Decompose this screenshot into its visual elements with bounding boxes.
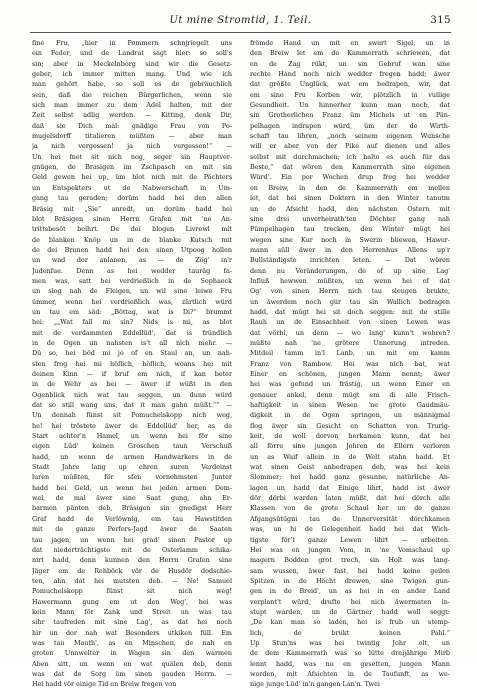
text-line: verplant't würd, drufte hei nich äwermaten in- — [250, 597, 450, 606]
text-line: gnügen, de Brasigen im Zschpasch en mit sin — [32, 163, 232, 172]
text-line: Graf hadd de Verlöwnig, em tau Hawstitden — [32, 514, 232, 523]
text-line: lagen un hadd dat Einige lihrt, hadd ist äwer — [250, 483, 450, 492]
text-line: un wad dor anlanen, as — de Zög' in'r — [32, 256, 232, 265]
text-line: Afgangsütügni tau de Unnerversität dörchkamen — [250, 514, 450, 523]
text-line: ümmer, wenn hei verdrießlich was, zärtlich würd — [32, 297, 232, 306]
text-line: Dü so, hei böd mi jo of en Staul an, un nah- — [32, 349, 232, 358]
text-line: he! hei tröstete äwer de Eddellüd' her, as de — [32, 421, 232, 430]
text-line: wegen sine Kur noch in Swerin bliewen, Hawer- — [250, 235, 450, 244]
text-line: un tau em säd: „Böttag, wat is Di?“ brummt — [32, 307, 232, 316]
text-line: in de Wehr as hei — äwer if wüßt in den — [32, 380, 232, 389]
text-line: Hei was en jungen Vom, in 'ne Vomschaul up — [250, 545, 450, 554]
text-line: dör dörbi warden laten müßt, dat hei dörch alle — [250, 494, 450, 503]
text-line: rechte Hand noch nich wedder fregen hadd; äwer — [250, 70, 450, 79]
text-line: sin Grotherlichen Franz üm Michels ut en Pän- — [250, 111, 450, 120]
text-line: Start achter'n Hamel, un wenn hei för sine — [32, 432, 232, 441]
text-line: pelhagen indrapen würd, üm der de Wirth- — [250, 121, 450, 130]
text-line: Aben sitt, un wenn en wat quälen deb, denn — [32, 659, 232, 668]
text-line: mit de verdammten Eddellüd', dat is fründlich — [32, 328, 232, 337]
text-line: selbst mit durchmachen; ich halte es auch für das — [250, 152, 450, 161]
text-line: tigste för't ganze Lewen lihrt — arbeiten. — [250, 535, 450, 544]
text-line: lennt hadd, was nu en gesetten, jungen Mann — [250, 659, 450, 668]
text-line: keit, de woll dorvon herkamen kunn, dat hei — [250, 432, 450, 441]
text-line: man gehört habe, so soll es de gebräuchlich — [32, 80, 232, 89]
text-line: Würd'. Ein por Wochen drup freg hei wedder — [250, 173, 450, 182]
text-line: Slommer; hei hadd ganz gesunne, natürliche An- — [250, 473, 450, 482]
text-line: dat vörbi, un denn — wo lang' kunn't wohren? — [250, 328, 450, 337]
text-line: Jäger em de Rehböck vör de Husdör dodschie- — [32, 566, 232, 575]
text-line: sihr taufreden mit sine Lag', as dat hei noch — [32, 618, 232, 627]
text-line: was tau Mauth', as en Minschen, de nah en — [32, 638, 232, 647]
text-line: sten frog hei mi höflich, höflich, woans hei mit — [32, 359, 232, 368]
text-line: Klassen von de grote Schaul her un de ganze — [250, 504, 450, 513]
text-line: sein, daß die reichen Bürgerlichen, wenn sie — [32, 90, 232, 99]
text-line: hei was gefund un frästig, un wenn Einer en — [250, 380, 450, 389]
text-line: dat so still wang uns, dat it man gahn müßt.““ — — [32, 401, 232, 410]
text-line: frömde Hand un mit en swart Sigel, un in — [250, 39, 450, 47]
text-line: un Entspekters ut de Nabwerschaft in Um- — [32, 183, 232, 192]
text-line: müßte nah 'ne grötere Unnerung intreden. — [250, 338, 450, 347]
text-line: wel, de mal äwer sine Saat gung, ahn Er- — [32, 494, 232, 503]
text-line: haftigkeit in sinen Wesen 'ne grote Gaudmäu- — [250, 401, 450, 410]
text-line: let, dat hei sinen Doktern in den Winter tanutm — [250, 194, 450, 203]
text-line: de blanken Knöp un in de blanke Kutsch mit — [32, 235, 232, 244]
text-line: Spitzen in de Höcht drewen, sine Twigen gun- — [250, 576, 450, 585]
text-line: Un hei fnet sit nich nog, seger sin Hauptver- — [32, 152, 232, 161]
text-line: all förre sine jungen Johren de Ellern verloren — [250, 442, 450, 451]
text-line: barmen pänten deb, Bräsigen sin gnedigst Herr — [32, 504, 232, 513]
text-line: Gesundheit. Un hinnerher kunn man noch, dat — [250, 101, 450, 110]
text-line: ten, ahn dat hei mutsten deb. — Ne! Samuel — [32, 576, 232, 585]
text-line: hadd, dat mügt hei sit doch seggen: mit de stille — [250, 307, 450, 316]
right-column — [250, 38, 450, 690]
left-column — [32, 38, 232, 690]
text-line: groten Unnwelter in Wagen sin den warmen — [32, 649, 232, 658]
text-line: Einer en schönen, jungen Mann nennt; äwer — [250, 370, 450, 378]
text-line: geber, ich immer mitten mang. Und wie ich — [32, 70, 232, 79]
text-line: Beste,“ dat wören den Kammerrath sine eigenen — [250, 163, 450, 172]
text-line: flog äwer sin Gesicht en Schatten von Trurig- — [250, 421, 450, 430]
text-line: Pomuchelskopp fünst sit nich weg! — [32, 587, 232, 596]
text-line: Up Stun'ns was hei twintig Johr olt, un — [250, 638, 450, 647]
text-line: schaft tau lihren, „noch seinem eigenen Wunsche — [250, 132, 450, 141]
text-line: Bullständigste inrichten leten. — Dat wören — [250, 256, 450, 265]
text-line: un slog nah de Fleigen, un wil sine leiwe Fru — [32, 287, 232, 296]
text-line: magern Bodden grot trech, sin Holt was lang- — [250, 556, 450, 565]
text-line: hir un dor nah wat Besonders utkiken füll. Em — [32, 628, 232, 637]
text-line: nige junge Lüd' in'n gangen Lan'n. Twei — [250, 680, 380, 689]
text-line: de dei Brunen hadd hei den sinen Utpoog hollen — [32, 245, 232, 254]
text-line: trittsbesöt beihrt. De dei blogen Livrewl mit — [32, 225, 232, 234]
text-line: Un dennah fünst sit Pomuchelskopp nich weg, — [32, 411, 232, 420]
text-line: ja nich vergessen! ja nich vergessen!“ — — [32, 142, 232, 151]
text-line: dat größte Unglück, wat em bedrapen, wir, dat — [250, 80, 450, 89]
text-line: tau jagen, un wenn hei grad' sinen Pastor up — [32, 535, 232, 544]
text-line: Stadt Jahre lang up ehren suren Verdeinst — [32, 463, 232, 472]
text-line: un de Afsicht hadd, den nächsten Ostern mit — [250, 204, 450, 213]
text-line: hei: „„Wat fall mi sin? Nids is mi, as blot — [32, 318, 232, 327]
text-line: gen in de Breid', un as hei in en ander Land — [250, 587, 450, 596]
text-line: lich, de brukt keinen Pahl.“ — [250, 628, 450, 637]
text-line: will er aber von der Pike auf dienen und alles — [250, 142, 450, 151]
text-line: men was, satt hei verdrießlich in de Sophaeck — [32, 276, 232, 285]
text-line: mugelsdorff titulieren müßten — aber man — [32, 132, 232, 141]
text-line: kein Mann för Zank und Streit un was tau — [32, 607, 232, 616]
text-line: un äwerdem noch gür tau sin Wallich bedragen — [250, 297, 450, 306]
text-line: Mitdeil tamm in'l Lanb, un mit em kamm — [250, 349, 450, 358]
text-line: mit de ganze Perfors-Jagd äwer de Saaten — [32, 525, 232, 534]
text-line: stupt warden, un de Gärtner hadd woll seggt: — [250, 607, 450, 616]
text-line: Bräsig mit „Sie“ anredt, un dorüm hadd hei — [32, 204, 232, 213]
text-line: Judenfue. Denn as hei wedder tauräg fa- — [32, 266, 232, 275]
text-line: wat sinen Geist anbedrapen deb, was hei kein — [250, 463, 450, 472]
text-line: gang tau geraden; dorüm hadd hei den allen — [32, 194, 232, 203]
text-line: dat niederträchtigste mit de Osterlamm schika- — [32, 545, 232, 554]
text-line: hadd hei Geld, un wenn hei jeden armen Dem- — [32, 483, 232, 492]
text-line: Franz von Rambow. Hei was nich bat, wat — [250, 359, 450, 368]
text-line: denn nu Veränderungen, de of up sine Lag' — [250, 266, 450, 275]
text-line: sam wussen, äwer fast, hei hadd keine geilen — [250, 566, 450, 575]
running-title: Ut mine Stromtid, 1. Teil. — [169, 15, 312, 26]
text-line: Geld gewen hei up, üm blot nich mit de Pächters — [32, 173, 232, 182]
text-line: blot Bräsigen sinen Herrn Grafen mit 'ne An- — [32, 214, 232, 223]
text-line: „De kan man so laden, hei is frub un stemp- — [250, 618, 450, 627]
running-header — [30, 15, 451, 31]
text-line: en Breiw, in den de Kammerrath em mellen — [250, 183, 450, 192]
text-line: was dat de Sorg üm sinen gauden Herrn. — — [32, 669, 232, 678]
header-rule — [30, 32, 451, 33]
text-line: Og' von sinen Herrn nich tau sleugen brukte, — [250, 287, 450, 296]
text-line: sich man immer zu dem Adel halten, mit der — [32, 101, 232, 110]
page-number: 315 — [430, 15, 451, 26]
text-line: in de Ogen un nahsten is't all nich mehr. — — [32, 338, 232, 347]
text-line: hadd, un wenn de armen Handwarkers in de — [32, 452, 232, 461]
text-line: fine Fru, „hier in Pommern schnjriegelt uns — [32, 39, 232, 47]
text-line: luren müßten, för sfen vornehmsten Junter — [32, 473, 232, 482]
text-line: den Breiw let em de Kammerrath schriewen, dat — [250, 49, 450, 58]
text-line: digkeit in de Ogen springen, un männigmal — [250, 411, 450, 420]
text-line: genauer ankel, denn mügt em di alle Frisch- — [250, 390, 450, 399]
text-line: deinen Kinn — if bruf em nich, if kan beter — [32, 370, 232, 378]
text-line: nirt hadd, denn kunnen den Herrn Grafen sine — [32, 556, 232, 565]
text-line: Pümpelhagen tau trecken, den Winter mügt hei — [250, 225, 450, 234]
text-line: Rauh un de Einsachheit von sinen Lewen was — [250, 318, 450, 327]
text-line: sine drei unverheirath'ten Döchter gang nah — [250, 214, 450, 223]
text-line: worden, mit Afsichten in de Taufunft, as we- — [250, 669, 450, 678]
text-line: de dem Kammerrath was so lütte dreijährige Mirb — [250, 649, 450, 658]
text-line: Zeit selbst adlig werden. — Kitting, denk Dir, — [32, 111, 232, 120]
text-line: sin; aber in Meckelnborg sind wir die Gesetz- — [32, 59, 232, 68]
text-line: Hei hadd vör einige Tid en Breiw fregen von — [32, 680, 177, 689]
text-line: mann süll äwer in den Herrenhus Allens up'r — [250, 245, 450, 254]
text-line: daß sie Dich mal: gnädige Frau von Po- — [32, 121, 232, 130]
text-line: Ogenblick nich wat tau seggen, un dunn würd — [32, 390, 232, 399]
text-line: un as Waif allein in de Welt stahn hadd. Et — [250, 452, 450, 461]
text-line: eigen Lüd' keinen Groschen taun Verschuß — [32, 442, 232, 451]
text-line: Influß hewwen müßten, un wenn hei of dat — [250, 276, 450, 285]
text-line: en de Zag rükt, un sin Gebruf wan sine — [250, 59, 450, 68]
text-line: ein Feder, und de Landrat sagt hier: so soll's — [32, 49, 232, 58]
text-line: em sine Fru Korben wir, plötzlich in vullige — [250, 90, 450, 99]
text-line: was, un hi de Gelegenheit hadd hei dat Wich- — [250, 525, 450, 534]
text-line: Hawermann gung em ut den Weg', hei was — [32, 597, 232, 606]
